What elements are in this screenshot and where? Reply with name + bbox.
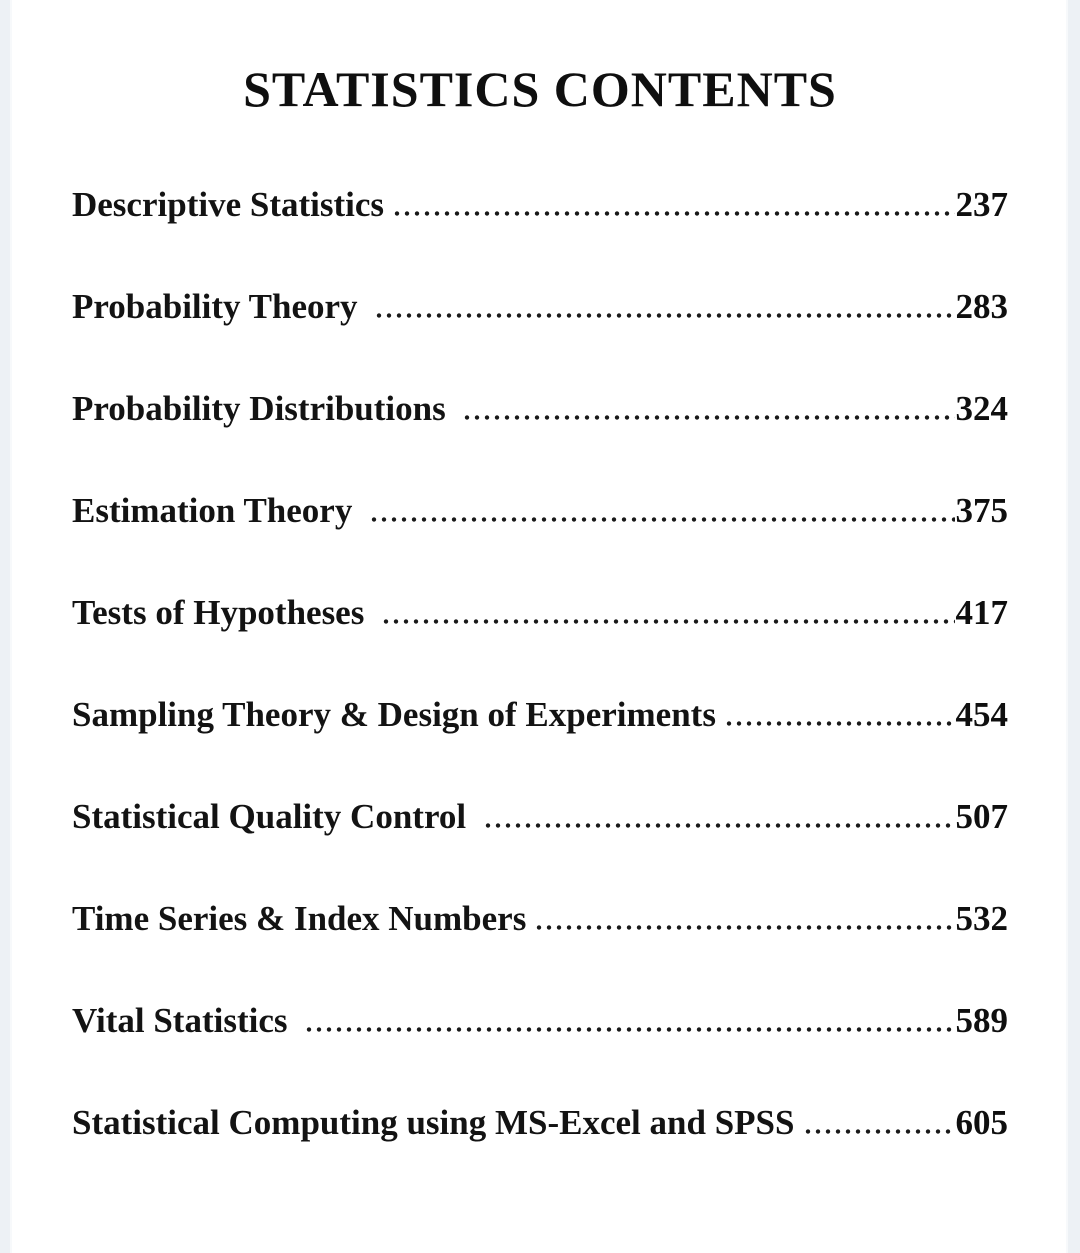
toc-entry-page-number: 283 (955, 287, 1008, 326)
toc-entry-page-number: 507 (955, 797, 1008, 836)
toc-entry-row (72, 564, 1008, 666)
toc-entry-row (72, 972, 1008, 1074)
toc-entry-row (72, 666, 1008, 768)
toc-entry-label: Statistical Quality Control (72, 797, 475, 836)
toc-entry-page-number: 605 (955, 1103, 1008, 1142)
toc-entry-row (72, 462, 1008, 564)
toc-entry-label: Descriptive Statistics (72, 185, 385, 224)
toc-entry-row (72, 258, 1008, 360)
dot-leader (392, 211, 954, 216)
scan-right-margin-strip (1066, 0, 1080, 1253)
toc-entry-row (72, 360, 1008, 462)
scan-left-margin-strip (0, 0, 12, 1253)
toc-entry-label: Sampling Theory & Design of Experiments (72, 695, 716, 734)
toc-entry-page-number: 532 (955, 899, 1008, 938)
dot-leader (462, 415, 954, 420)
page-title: STATISTICS CONTENTS (243, 61, 837, 117)
toc-entry-label: Statistical Computing using MS-Excel and SPSS (72, 1103, 795, 1142)
toc-entry-row (72, 1074, 1008, 1176)
toc-entry-row (72, 768, 1008, 870)
toc-entry-page-number: 589 (955, 1001, 1008, 1040)
toc-entry-label: Probability Theory (72, 287, 367, 326)
toc-entry-label: Tests of Hypotheses (72, 593, 374, 632)
toc-entry-page-number: 324 (955, 389, 1008, 428)
toc-list (72, 156, 1008, 1176)
toc-entry-label: Estimation Theory (72, 491, 362, 530)
toc-entry-label: Time Series & Index Numbers (72, 899, 527, 938)
toc-entry-page-number: 237 (955, 185, 1008, 224)
toc-entry-page-number: 417 (955, 593, 1008, 632)
dot-leader (304, 1027, 954, 1032)
toc-entry-label: Probability Distributions (72, 389, 455, 428)
dot-leader (534, 925, 954, 930)
toc-entry-page-number: 454 (955, 695, 1008, 734)
toc-entry-row (72, 870, 1008, 972)
dot-leader (724, 721, 955, 726)
toc-entry-label: Vital Statistics (72, 1001, 297, 1040)
dot-leader (381, 619, 954, 624)
dot-leader (483, 823, 955, 828)
toc-entry-row (72, 156, 1008, 258)
dot-leader (369, 517, 954, 522)
toc-entry-page-number: 375 (955, 491, 1008, 530)
dot-leader (374, 313, 954, 318)
dot-leader (803, 1129, 955, 1134)
contents-page (72, 0, 1008, 1176)
